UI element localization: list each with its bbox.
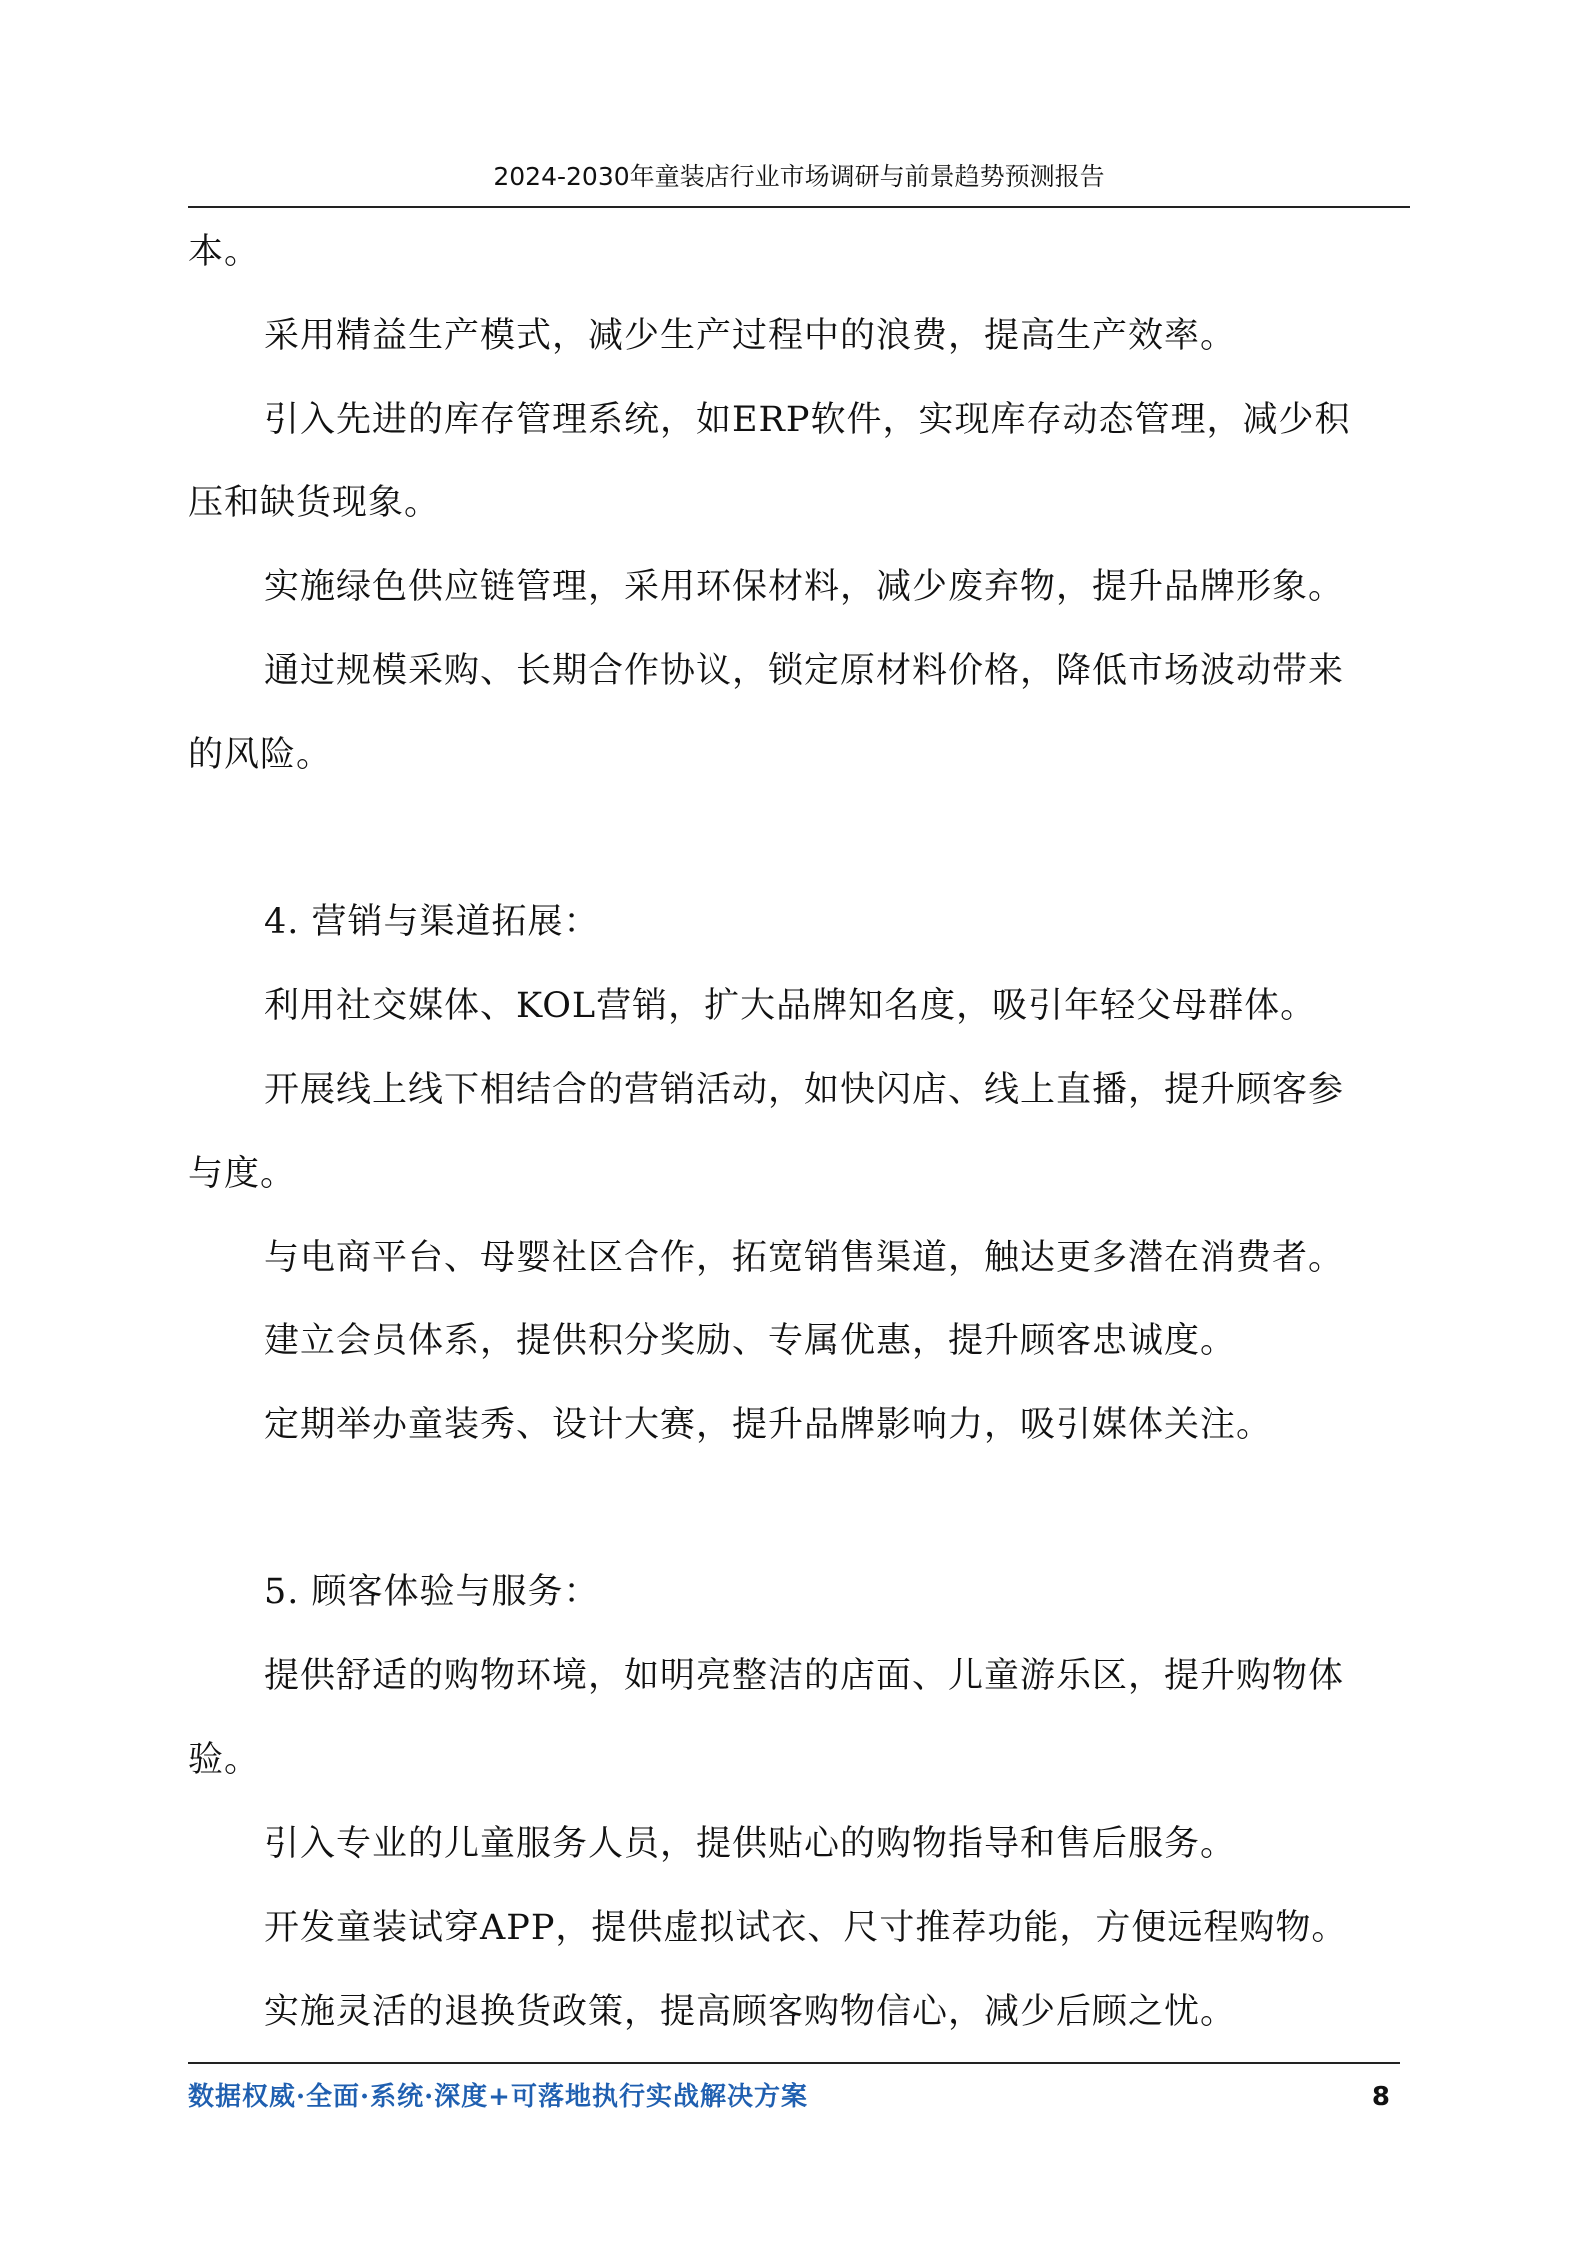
paragraph-line: 引入先进的库存管理系统，如ERP软件，实现库存动态管理，减少积 (264, 400, 1351, 440)
paragraph-line: 开发童装试穿APP，提供虚拟试衣、尺寸推荐功能，方便远程购物。 (264, 1908, 1348, 1948)
paragraph-line: 本。 (188, 232, 261, 272)
paragraph-line: 验。 (188, 1740, 261, 1780)
paragraph-line: 定期举办童装秀、设计大赛，提升品牌影响力，吸引媒体关注。 (264, 1405, 1273, 1445)
paragraph-line: 与度。 (188, 1154, 297, 1194)
footer-slogan: 数据权威·全面·系统·深度+可落地执行实战解决方案 (188, 2082, 808, 2112)
paragraph-line: 建立会员体系，提供积分奖励、专属优惠，提升顾客忠诚度。 (264, 1321, 1237, 1361)
section-heading: 4. 营销与渠道拓展： (264, 902, 600, 942)
paragraph-line: 提供舒适的购物环境，如明亮整洁的店面、儿童游乐区，提升购物体 (264, 1656, 1345, 1696)
paragraph-line: 实施灵活的退换货政策，提高顾客购物信心，减少后顾之忧。 (264, 1992, 1237, 2032)
paragraph-line: 与电商平台、母婴社区合作，拓宽销售渠道，触达更多潜在消费者。 (264, 1238, 1345, 1278)
header-divider (188, 206, 1410, 208)
page-header-title: 2024-2030年童装店行业市场调研与前景趋势预测报告 (493, 162, 1105, 191)
footer-divider (188, 2062, 1400, 2064)
paragraph-line: 的风险。 (188, 735, 333, 775)
paragraph-line: 通过规模采购、长期合作协议，锁定原材料价格，降低市场波动带来 (264, 651, 1345, 691)
section-heading: 5. 顾客体验与服务： (264, 1572, 600, 1612)
paragraph-line: 开展线上线下相结合的营销活动，如快闪店、线上直播，提升顾客参 (264, 1070, 1345, 1110)
paragraph-line: 压和缺货现象。 (188, 483, 441, 523)
paragraph-line: 引入专业的儿童服务人员，提供贴心的购物指导和售后服务。 (264, 1824, 1237, 1864)
paragraph-line: 采用精益生产模式，减少生产过程中的浪费，提高生产效率。 (264, 316, 1237, 356)
paragraph-line: 利用社交媒体、KOL营销，扩大品牌知名度，吸引年轻父母群体。 (264, 986, 1317, 1026)
page-number: 8 (1371, 2082, 1390, 2112)
paragraph-line: 实施绿色供应链管理，采用环保材料，减少废弃物，提升品牌形象。 (264, 567, 1345, 607)
